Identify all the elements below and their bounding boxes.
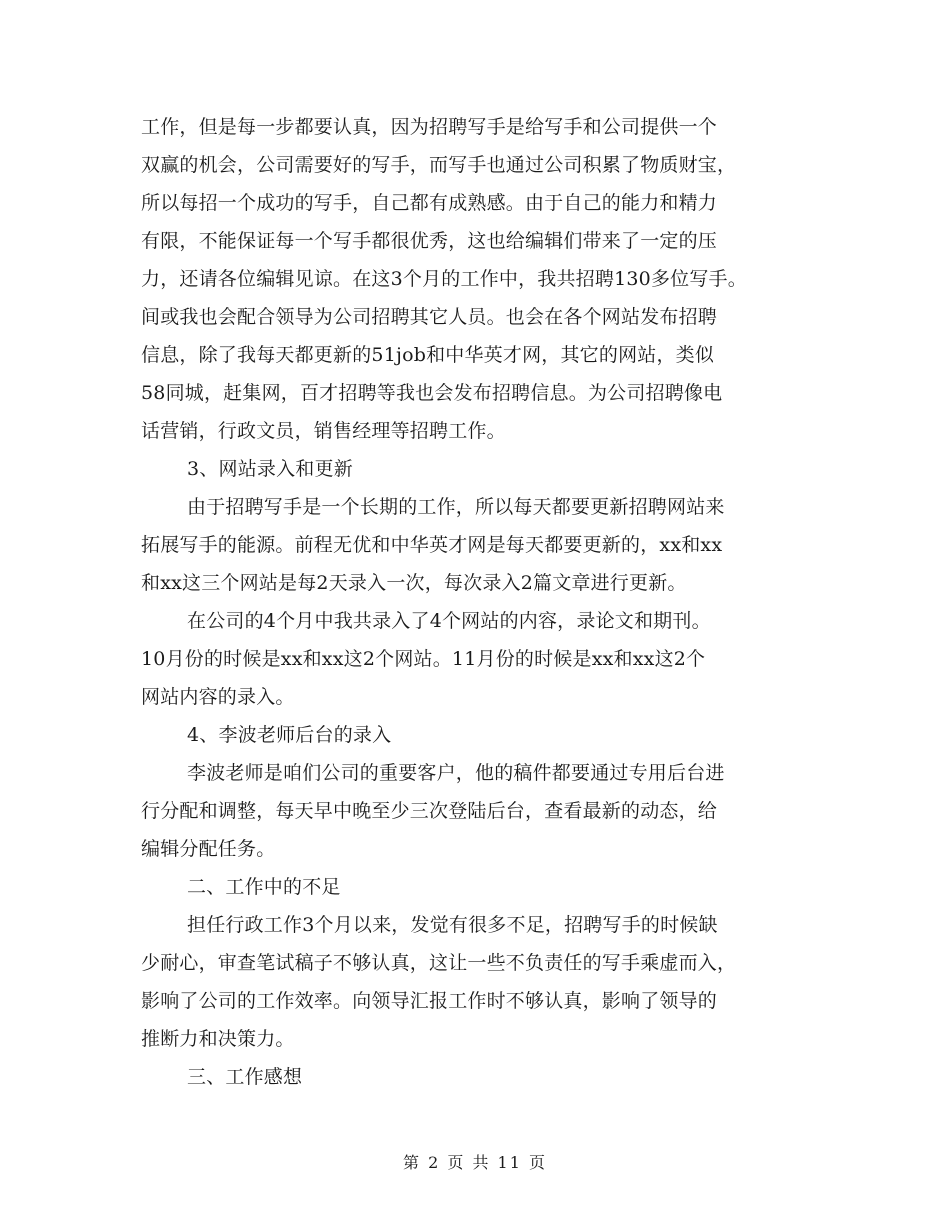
text-line: 在公司的4个月中我共录入了4个网站的内容，录论文和期刊。 [187,610,711,632]
text-line: 和xx这三个网站是每2天录入一次，每次录入2篇文章进行更新。 [141,572,687,594]
text-line: 力，还请各位编辑见谅。在这3个月的工作中，我共招聘130多位写手。 [141,268,747,290]
text-line: 4、李波老师后台的录入 [187,724,392,746]
document-body [141,108,841,1096]
text-line: 双赢的机会，公司需要好的写手，而写手也通过公司积累了物质财宝， [141,154,737,176]
text-line: 影响了公司的工作效率。向领导汇报工作时不够认真，影响了领导的 [141,990,718,1012]
text-line: 话营销，行政文员，销售经理等招聘工作。 [141,420,506,442]
text-line: 拓展写手的能源。前程无优和中华英才网是每天都要更新的，xx和xx [141,534,723,556]
text-line: 担任行政工作3个月以来，发觉有很多不足，招聘写手的时候缺 [187,914,718,936]
text-line: 少耐心，审查笔试稿子不够认真，这让一些不负责任的写手乘虚而入， [141,952,737,974]
text-line: 工作，但是每一步都要认真，因为招聘写手是给写手和公司提供一个 [141,116,718,138]
text-line: 所以每招一个成功的写手，自己都有成熟感。由于自己的能力和精力 [141,192,718,214]
text-line: 间或我也会配合领导为公司招聘其它人员。也会在各个网站发布招聘 [141,306,718,328]
text-line: 推断力和决策力。 [141,1028,295,1050]
text-line: 三、工作感想 [187,1066,303,1088]
text-line: 有限，不能保证每一个写手都很优秀，这也给编辑们带来了一定的压 [141,230,718,252]
text-line: 10月份的时候是xx和xx这2个网站。11月份的时候是xx和xx这2个 [141,648,706,670]
text-line: 由于招聘写手是一个长期的工作，所以每天都要更新招聘网站来 [187,496,725,518]
page-footer: 第 2 页 共 11 页 [403,1153,547,1172]
text-line: 李波老师是咱们公司的重要客户，他的稿件都要通过专用后台进 [187,762,725,784]
text-line: 二、工作中的不足 [187,876,341,898]
text-line: 行分配和调整，每天早中晚至少三次登陆后台，查看最新的动态，给 [141,800,718,822]
text-line: 编辑分配任务。 [141,838,276,860]
text-line: 58同城，赶集网，百才招聘等我也会发布招聘信息。为公司招聘像电 [141,382,723,404]
text-line: 网站内容的录入。 [141,686,295,708]
text-line: 3、网站录入和更新 [187,458,353,480]
text-line: 信息，除了我每天都更新的51job和中华英才网，其它的网站，类似 [141,344,715,366]
